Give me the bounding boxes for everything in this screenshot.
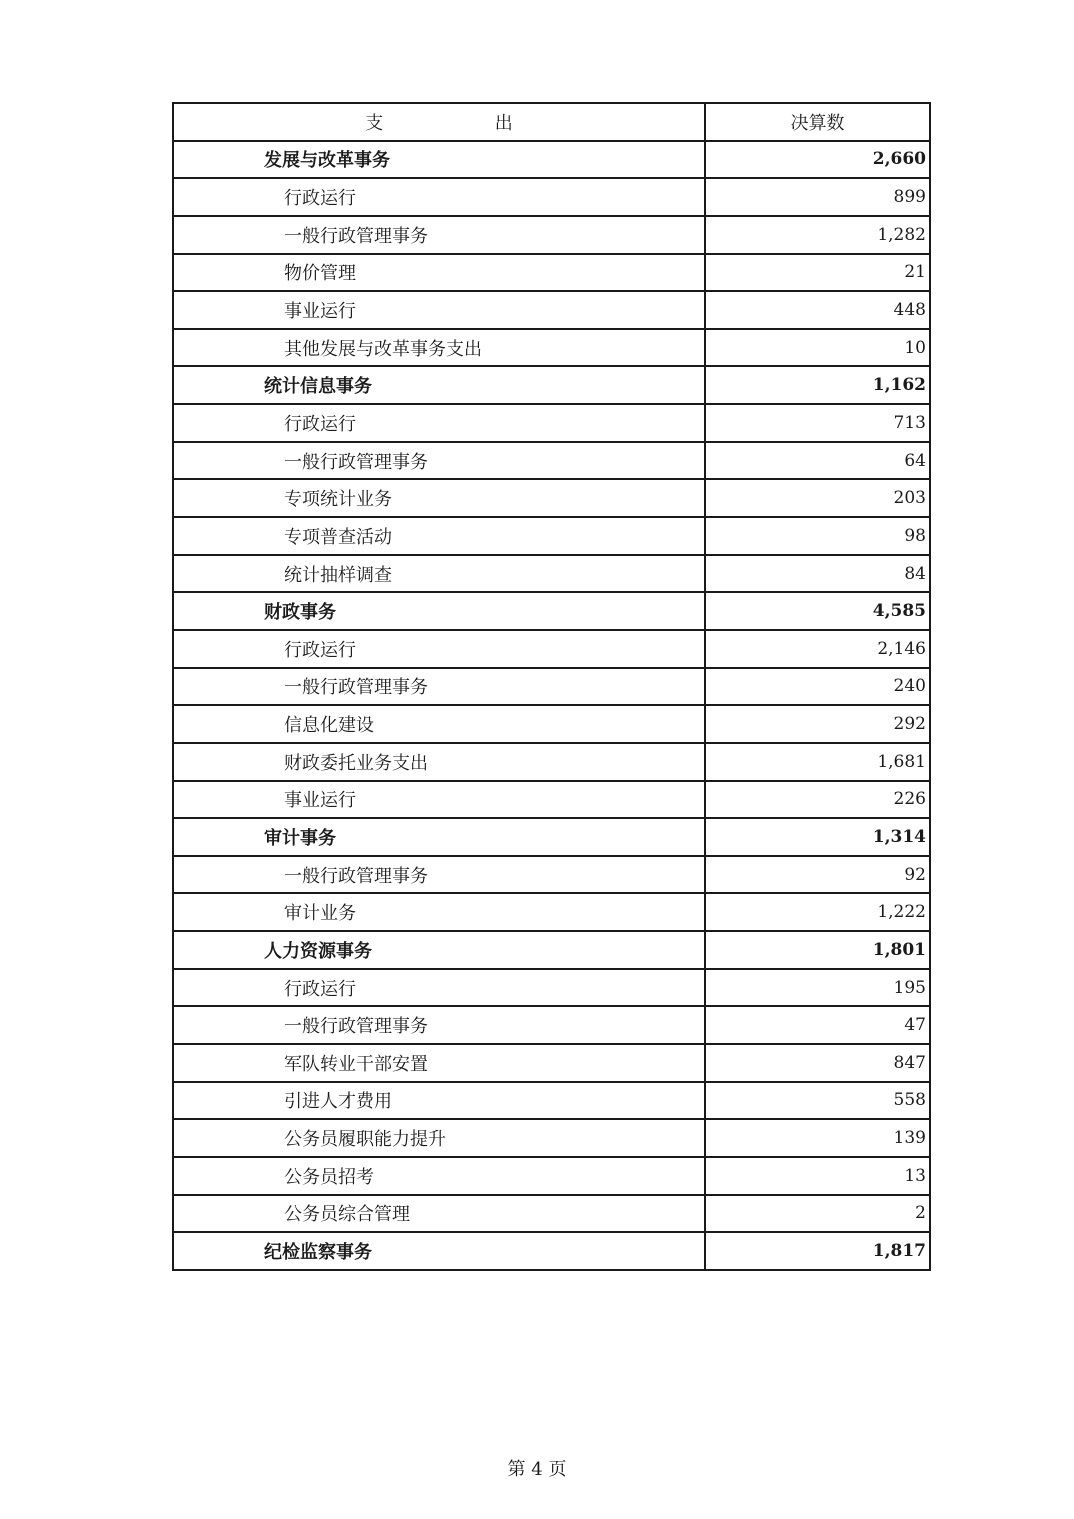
table-row [173, 893, 930, 931]
category-name: 发展与改革事务 [173, 141, 705, 179]
table-row [173, 1006, 930, 1044]
table-row [173, 743, 930, 781]
category-row [173, 366, 930, 404]
item-name: 信息化建设 [173, 705, 705, 743]
table-row [173, 555, 930, 593]
item-amount: 195 [705, 969, 930, 1007]
table-row [173, 178, 930, 216]
header-expenditure: 支 出 [173, 103, 705, 141]
item-amount: 21 [705, 254, 930, 292]
item-amount: 139 [705, 1119, 930, 1157]
item-amount: 226 [705, 781, 930, 819]
item-amount: 847 [705, 1044, 930, 1082]
item-amount: 98 [705, 517, 930, 555]
header-row [173, 103, 930, 141]
table-row [173, 329, 930, 367]
item-name: 行政运行 [173, 630, 705, 668]
table-row [173, 291, 930, 329]
item-amount: 448 [705, 291, 930, 329]
item-amount: 2,146 [705, 630, 930, 668]
item-amount: 10 [705, 329, 930, 367]
item-name: 军队转业干部安置 [173, 1044, 705, 1082]
item-name: 审计业务 [173, 893, 705, 931]
item-amount: 84 [705, 555, 930, 593]
item-name: 行政运行 [173, 969, 705, 1007]
category-name: 人力资源事务 [173, 931, 705, 969]
item-name: 公务员履职能力提升 [173, 1119, 705, 1157]
item-name: 统计抽样调查 [173, 555, 705, 593]
item-amount: 240 [705, 668, 930, 706]
table-row [173, 856, 930, 894]
item-name: 公务员招考 [173, 1157, 705, 1195]
item-name: 引进人才费用 [173, 1082, 705, 1120]
table-row [173, 1119, 930, 1157]
category-amount: 2,660 [705, 141, 930, 179]
expenditure-table [172, 102, 931, 1271]
item-name: 一般行政管理事务 [173, 442, 705, 480]
category-row [173, 818, 930, 856]
table-body [173, 141, 930, 1270]
item-amount: 292 [705, 705, 930, 743]
item-amount: 1,282 [705, 216, 930, 254]
item-amount: 1,222 [705, 893, 930, 931]
item-name: 行政运行 [173, 404, 705, 442]
category-amount: 1,817 [705, 1232, 930, 1270]
item-amount: 713 [705, 404, 930, 442]
item-name: 公务员综合管理 [173, 1195, 705, 1233]
item-amount: 47 [705, 1006, 930, 1044]
table-row [173, 969, 930, 1007]
item-name: 一般行政管理事务 [173, 216, 705, 254]
table-row [173, 1082, 930, 1120]
table-row [173, 1157, 930, 1195]
item-amount: 558 [705, 1082, 930, 1120]
table-row [173, 517, 930, 555]
category-amount: 4,585 [705, 592, 930, 630]
item-name: 事业运行 [173, 291, 705, 329]
item-name: 行政运行 [173, 178, 705, 216]
table-row [173, 630, 930, 668]
category-name: 审计事务 [173, 818, 705, 856]
table-row [173, 254, 930, 292]
item-name: 一般行政管理事务 [173, 1006, 705, 1044]
table-row [173, 668, 930, 706]
table-header [173, 103, 930, 141]
category-row [173, 592, 930, 630]
item-name: 其他发展与改革事务支出 [173, 329, 705, 367]
category-amount: 1,162 [705, 366, 930, 404]
item-amount: 92 [705, 856, 930, 894]
table-row [173, 479, 930, 517]
category-row [173, 931, 930, 969]
item-amount: 2 [705, 1195, 930, 1233]
table-row [173, 705, 930, 743]
item-name: 一般行政管理事务 [173, 668, 705, 706]
category-amount: 1,314 [705, 818, 930, 856]
category-amount: 1,801 [705, 931, 930, 969]
item-name: 事业运行 [173, 781, 705, 819]
item-name: 专项普查活动 [173, 517, 705, 555]
category-row [173, 141, 930, 179]
table-row [173, 216, 930, 254]
item-amount: 1,681 [705, 743, 930, 781]
table-row [173, 404, 930, 442]
category-name: 纪检监察事务 [173, 1232, 705, 1270]
item-name: 财政委托业务支出 [173, 743, 705, 781]
table-row [173, 1195, 930, 1233]
item-name: 物价管理 [173, 254, 705, 292]
category-name: 财政事务 [173, 592, 705, 630]
table-row [173, 442, 930, 480]
item-amount: 899 [705, 178, 930, 216]
item-amount: 64 [705, 442, 930, 480]
item-name: 专项统计业务 [173, 479, 705, 517]
header-final-amount: 决算数 [705, 103, 930, 141]
page-number: 第 4 页 [507, 1459, 567, 1480]
category-name: 统计信息事务 [173, 366, 705, 404]
item-amount: 13 [705, 1157, 930, 1195]
category-row [173, 1232, 930, 1270]
item-amount: 203 [705, 479, 930, 517]
table-row [173, 781, 930, 819]
item-name: 一般行政管理事务 [173, 856, 705, 894]
table-row [173, 1044, 930, 1082]
